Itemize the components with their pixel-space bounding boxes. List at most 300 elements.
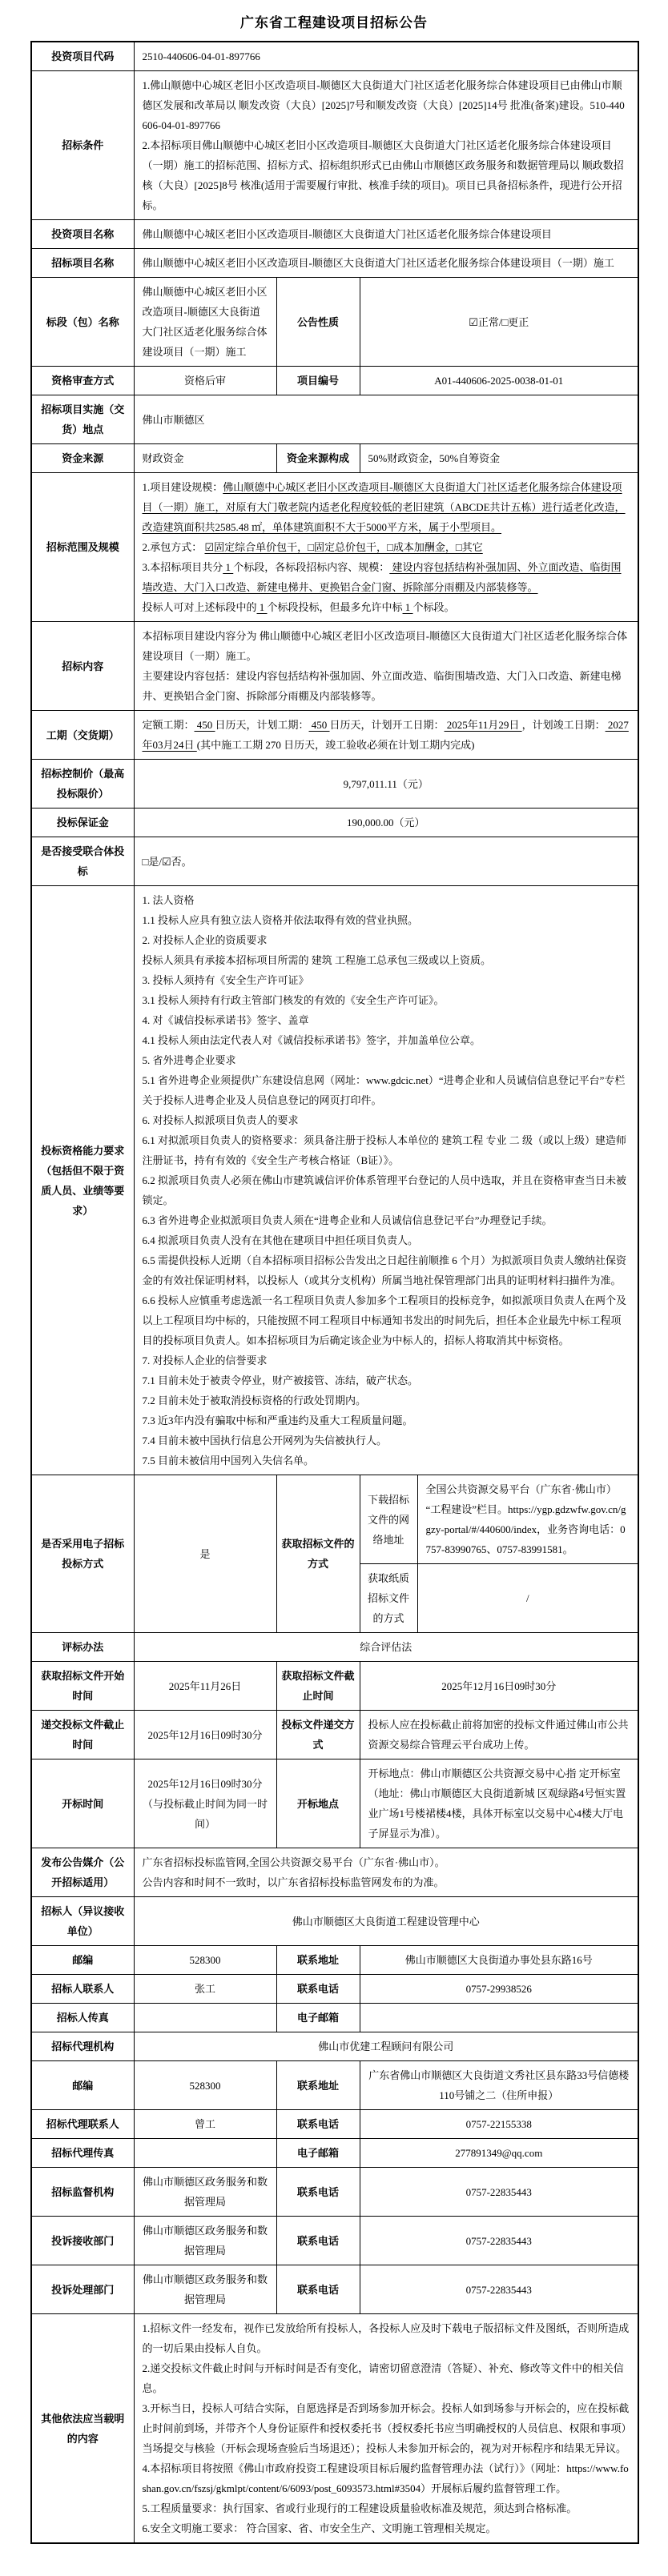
paragraph [143,1030,630,1050]
project-number-label [276,367,360,395]
table-row [31,760,638,809]
paragraph [143,1872,630,1892]
tenderer-postcode-label [31,1946,134,1975]
table-row [31,367,638,395]
paragraph [143,2008,268,2028]
paragraph [368,2008,630,2028]
text-segment: 4. 对《诚信投标承诺书》签字、盖章 [142,1014,309,1026]
text-segment: 4.1 投标人须由法定代表人对《诚信投标承诺书》签字，并加盖单位公章。 [142,1034,481,1046]
text-segment: 定额工期： [142,719,195,731]
paragraph [37,725,129,745]
text-segment: ，计划竣工日期： [521,719,606,731]
consortium-bidding-label [31,837,134,886]
text-segment: 3.开标当日，投标人可结合实际，自愿选择是否到场参加开标会。投标人如到场参与开标会的，应在投标截止时间前到场，并带齐个人身份证原件和授权委托书（授权委托书应当明确授权的人员信息、权限和事项）当场提交与核验（开标会现场查验后当场退还）；投标人未参加开标会的，视为对开标程序和结果无异议。 [142,2402,630,2454]
paragraph [143,2498,630,2518]
text-segment: 5.工程质量要求：执行国家、省或行业现行的工程建设质量验收标准及规范，须达到合格标准。 [142,2502,577,2514]
text-segment: 投标人须具有承接本招标项目所需的 建筑 工程施工总承包三级或以上资质。 [142,954,492,966]
paragraph [143,2076,268,2096]
paragraph [143,1950,268,1970]
text-segment: 招标代理传真 [51,2147,115,2159]
text-segment: 6.2 拟派项目负责人必须在佛山市建筑诚信评价体系管理平台登记的人员中选取，并且在资格审查当日未被锁定。 [142,1174,627,1206]
text-segment: 曾工 [194,2118,215,2130]
tenderer-postcode-value [134,1946,276,1975]
text-segment: 联系电话 [296,2234,339,2247]
text-segment: 电子邮箱 [296,2147,339,2159]
text-segment: 6.3 省外进粤企业拟派项目负责人须在“进粤企业和人员诚信信息登记平台”办理登记手续。 [142,1214,553,1226]
paragraph [143,990,630,1010]
text-segment: 450 [308,719,330,731]
announcement-media-label [31,1848,134,1897]
supervision-org-label [31,2168,134,2217]
paragraph [143,813,630,833]
paragraph [37,1141,129,1221]
bid-bond-label [31,809,134,837]
table-row [31,2004,638,2032]
agency-postcode-value [134,2061,276,2110]
text-segment: 主要建设内容包括：建设内容包括结构补强加固、外立面改造、临街围墙改造、大门入口改造、新建电梯井、更换铝合金门窗、拆除部分雨棚及内部装修等。 [142,670,622,702]
text-segment: 联系地址 [296,1954,339,1966]
text-segment: 投诉接收部门 [51,2234,115,2247]
text-segment: 投诉处理部门 [51,2283,115,2296]
text-segment: 450 [194,719,215,731]
text-segment: 联系电话 [296,2118,339,2130]
paragraph [282,1715,355,1755]
text-segment: 获取招标文件开始时间 [41,1670,125,1702]
table-row [31,473,638,622]
text-segment: 1.佛山顺德中心城区老旧小区改造项目-顺德区大良街道大门社区适老化服务综合体建设项目已由佛山市顺德区发展和改革局以 顺发改资（大良）[2025]7号和顺发改资（大良）[2025]14号 批准(备案)建设。510-440606-04-01-897766 [142,79,625,131]
paragraph [143,2518,630,2538]
paragraph [143,1210,630,1230]
paragraph [143,224,630,244]
table-row [31,1711,638,1759]
investment-project-name-value [134,220,638,249]
paragraph [37,253,129,273]
table-row [31,1759,638,1848]
paragraph [282,2231,355,2251]
table-row [31,2314,638,2544]
paragraph [143,2398,630,2458]
paragraph [143,477,630,537]
paragraph [37,448,129,468]
text-segment: 佛山市顺德区大良街道工程建设管理中心 [292,1915,480,1928]
paragraph [282,2280,355,2300]
table-row [31,2110,638,2139]
paragraph [282,371,355,391]
text-segment: 6. 对投标人拟派项目负责人的要求 [142,1114,299,1126]
text-segment: 招标代理联系人 [46,2118,119,2130]
text-segment: 0757-22155338 [465,2118,532,2130]
text-segment: 评标办法 [62,1641,104,1653]
text-segment: 公告内容和时间不一致时，以广东省招标投标监管网发布的为准。 [142,1876,445,1888]
table-row [31,2139,638,2168]
paragraph [37,2076,129,2096]
paragraph [37,1666,129,1706]
paragraph [37,1979,129,1999]
paragraph [143,371,268,391]
complaint-reception-phone-value [360,2217,638,2265]
text-segment: 招标代理机构 [51,2040,115,2052]
paragraph [37,537,129,557]
paragraph [143,1290,630,1350]
paragraph [282,1950,355,1970]
text-segment: 2025年11月26日 [168,1679,242,1692]
paragraph [143,1774,268,1834]
text-segment: 5. 省外进粤企业要求 [142,1054,236,1066]
paragraph [37,1534,129,1574]
table-row [31,42,638,71]
table-row [31,1662,638,1711]
text-segment: 佛山市顺德区大良街道办事处县东路16号 [404,1954,593,1966]
paragraph [143,46,630,66]
other-contents-value [134,2314,638,2544]
paragraph [143,1544,268,1564]
text-segment: 资金来源 [62,452,104,464]
tenderer-phone-label [276,1975,360,2004]
text-segment: 招标人联系人 [51,1983,115,1995]
tender-project-name-label [31,249,134,278]
text-segment: 6.5 需提供投标人近期（自本招标项目招标公告发出之日起往前顺推 6 个月）为拟派项目负责人缴纳社保资金的有效社保证明材料，以投标人（或其分支机构）所属当地社保管理部门出具的证明材料扫描件为准。 [142,1254,627,1286]
paragraph [37,656,129,676]
section-name-label [31,278,134,367]
agency-postcode-label [31,2061,134,2110]
paragraph [143,2458,630,2498]
qualification-review-label [31,367,134,395]
tenderer-fax-value [134,2004,276,2032]
table-row [31,1633,638,1662]
paragraph [368,371,630,391]
download-url-label [360,1475,417,1564]
paragraph [368,448,630,468]
text-segment: 本招标项目建设内容分为 佛山顺德中心城区老旧小区改造项目-顺德区大良街道大门社区适老化服务综合体建设项目（一期）施工。 [142,630,628,662]
text-segment: 1 [256,601,268,613]
agency-contact-label [31,2110,134,2139]
paragraph [143,715,630,755]
text-segment: 是否采用电子招标投标方式 [41,1538,125,1570]
text-segment: 4.本招标项目将按照《佛山市政府投资工程建设项目标后履约监督管理办法（试行）》（网址：https://www.foshan.gov.cn/fszsj/gkmlpt/content/6/6093/post_6093573.html#3504）开展标后履约监督管理工作。 [142,2462,629,2494]
complaint-handling-phone-value [360,2265,638,2314]
text-segment: 公告性质 [296,315,339,328]
text-segment: 联系电话 [296,2185,339,2198]
paragraph [368,1715,630,1755]
construction-period-value [134,711,638,760]
paragraph [143,2318,630,2358]
paragraph [364,1568,414,1628]
paragraph [368,2065,630,2105]
paragraph [282,2076,355,2096]
paragraph [282,1666,355,1706]
delivery-location-value [134,395,638,444]
investment-project-code-label [31,42,134,71]
page-title: 广东省工程建设项目招标公告 [240,15,428,30]
text-segment: 个标段投标，但最多允许中标 [267,601,403,613]
paragraph [37,135,129,155]
section-name-value [134,278,276,367]
announcement-nature-value [360,278,638,367]
paragraph [143,1451,630,1471]
announcement-table [30,41,639,2544]
paragraph [368,1950,630,1970]
table-row [31,837,638,886]
paragraph [37,813,129,833]
text-segment: 发布公告媒介（公开招标适用） [41,1856,125,1888]
paragraph [143,2221,268,2261]
paragraph [143,910,630,930]
bid-opening-time-value [134,1759,276,1848]
tenderer-label [31,1897,134,1946]
paragraph [282,1979,355,1999]
evaluation-method-label [31,1633,134,1662]
text-segment: 2025年12月16日09时30分 [147,1728,263,1741]
consortium-bidding-value [134,837,638,886]
price-ceiling-value [134,760,638,809]
text-segment: 财政资金 [142,452,184,464]
text-segment: 佛山市顺德区 [142,413,205,426]
text-segment: 2027年03月24日 [142,719,629,751]
tenderer-address-label [276,1946,360,1975]
tenderer-phone-value [360,1975,638,2004]
paragraph [368,1979,630,1999]
paragraph [143,852,630,872]
table-row [31,622,638,711]
text-segment: 下载招标文件的网络地址 [367,1493,409,1546]
text-segment: 标段（包）名称 [46,315,119,328]
table-row [31,1475,638,1564]
tenderer-contact-value [134,1975,276,2004]
table-row [31,2168,638,2217]
paragraph [282,1534,355,1574]
complaint-reception-phone-label [276,2217,360,2265]
paragraph [368,2231,630,2251]
tender-content-label [31,622,134,711]
paragraph [37,1950,129,1970]
paragraph [37,1901,129,1941]
investment-project-name-label [31,220,134,249]
text-segment: 资格审查方式 [51,375,115,387]
paragraph [143,666,630,706]
text-segment: 联系电话 [296,1983,339,1995]
text-segment: 6.6 投标人应慎重考虑选派一名工程项目负责人参加多个工程项目的投标竞争，如拟派项目负责人在两个及以上工程项目均中标的，只能按照不同工程项目中标通知书发出的时间先后，担任本企业最先中标工程项目的投标项目负责人。如本招标项目为后确定该企业为中标人的，招标人将取消其中标资格。 [142,1294,627,1346]
paper-doc-method-label [360,1564,417,1633]
doc-obtain-method-label [276,1475,360,1633]
supervision-phone-label [276,2168,360,2217]
paragraph [37,2008,129,2028]
fund-source-label [31,444,134,473]
complaint-handling-label [31,2265,134,2314]
paragraph [143,1637,630,1657]
text-segment: 招标内容 [62,660,104,672]
construction-period-label [31,711,134,760]
paragraph [143,557,630,597]
text-segment: 全国公共资源交易平台（广东省·佛山市）“工程建设”栏目。https://ygp.gdzwfw.gov.cn/ggzy-portal/#/440600/index，业务咨询电话：0757-83990765、0757-83991581。 [425,1483,626,1555]
paragraph [37,2114,129,2134]
paragraph [368,1676,630,1696]
agency-phone-label [276,2110,360,2139]
paragraph [143,1430,630,1451]
bidder-qualification-label [31,886,134,1475]
complaint-handling-phone-label [276,2265,360,2314]
text-segment: 5.1 省外进粤企业须提供广东建设信息网（网址：www.gdcic.net）“进粤企业和人员诚信信息登记平台”专栏关于投标人进粤企业及人员信息登记的网页打印件。 [142,1074,626,1106]
table-row [31,1975,638,2004]
text-segment: 1 [223,561,234,573]
bid-bond-value [134,809,638,837]
table-row [31,2032,638,2061]
paragraph [143,1410,630,1430]
text-segment: 招标人（异议接收单位） [41,1905,125,1937]
paragraph [143,2269,268,2309]
text-segment: 0757-29938526 [465,1983,532,1995]
text-segment: 7. 对投标人企业的信誉要求 [142,1354,268,1366]
text-segment: 6.安全文明施工要求： 符合国家、省、市安全生产、文明施工管理相关规定。 [142,2522,497,2534]
text-segment: ☑正常/□更正 [469,315,529,328]
text-segment: 广东省佛山市顺德区大良街道文秀社区县东路33号信德楼110号铺之二（住所申报） [368,2069,630,2101]
text-segment: 投资项目代码 [51,50,115,62]
text-segment: 开标地点：佛山市顺德区公共资源交易中心指 定开标室（地址：佛山市顺德区大良街道新城 区观绿路4号恒实置业广场1号楼裙楼4楼，具体开标室以交易中心4楼大厅电子屏显示为准）。 [368,1767,626,1840]
paragraph [143,135,630,215]
text-segment: 佛山顺德中心城区老旧小区改造项目-顺德区大良街道大门社区适老化服务综合体建设项目（一期）施工 [142,286,268,358]
supervision-phone-value [360,2168,638,2217]
paragraph [364,1490,414,1550]
delivery-location-label [31,395,134,444]
paragraph [143,1979,268,1999]
text-segment: 7.2 目前未处于被取消投标资格的行政处罚期内。 [142,1394,367,1406]
text-segment: 1.招标文件一经发布，视作已发放给所有投标人，各投标人应及时下载电子版招标文件及图纸，否则所造成的一切后果由投标人自负。 [142,2322,630,2354]
paragraph [143,1852,630,1872]
text-segment: 佛山市顺德区政务服务和数据管理局 [142,2273,268,2305]
tender-content-value [134,622,638,711]
paragraph [143,950,630,970]
agency-value [134,2032,638,2061]
text-segment: 张工 [194,1983,215,1995]
tenderer-fax-label [31,2004,134,2032]
text-segment: 528300 [189,1954,221,1966]
paragraph [282,2143,355,2163]
text-segment: 招标监督机构 [51,2185,115,2198]
table-row [31,444,638,473]
paragraph [282,2008,355,2028]
text-segment: 3. 投标人须持有《安全生产许可证》 [142,974,309,986]
text-segment: 招标项目名称 [51,257,115,269]
paragraph [37,371,129,391]
paragraph [143,1130,630,1170]
supervision-org-value [134,2168,276,2217]
table-row [31,2217,638,2265]
text-segment: A01-440606-2025-0038-01-01 [434,375,564,387]
agency-phone-value [360,2110,638,2139]
paragraph [143,2358,630,2398]
text-segment: 投标文件递交方式 [281,1719,355,1751]
paragraph [143,1050,630,1070]
bid-submission-deadline-label [31,1711,134,1759]
agency-fax-value [134,2139,276,2168]
text-segment: (其中施工工期 270 日历天，竣工验收必须在计划工期内完成) [196,739,475,751]
agency-fax-label [31,2139,134,2168]
text-segment: 项目编号 [296,375,339,387]
text-segment: 招标人传真 [56,2012,109,2024]
text-segment: 2025年12月16日09时30分（与投标截止时间为同一时间） [142,1777,268,1830]
text-segment: 2. 对投标人企业的资质要求 [142,934,268,946]
text-segment: 是否接受联合体投标 [41,845,125,877]
text-segment: 佛山市顺德区政务服务和数据管理局 [142,2176,268,2208]
paragraph [282,1794,355,1814]
complaint-reception-value [134,2217,276,2265]
text-segment: □是/☑否。 [142,855,192,868]
paragraph [37,764,129,804]
tenderer-value [134,1897,638,1946]
text-segment: 佛山顺德中心城区老旧小区改造项目-顺德区大良街道大门社区适老化服务综合体建设项目 [142,228,552,240]
text-segment: 佛山市顺德区政务服务和数据管理局 [142,2225,268,2257]
paragraph [37,2143,129,2163]
table-row [31,711,638,760]
tender-conditions-value [134,71,638,220]
paragraph [143,1676,268,1696]
text-segment: 获取招标文件的方式 [281,1538,355,1570]
text-segment: 获取招标文件截止时间 [281,1670,355,1702]
paragraph [143,597,630,617]
tender-scope-value [134,473,638,622]
tenderer-email-value [360,2004,638,2032]
paragraph [37,224,129,244]
paragraph [368,2280,630,2300]
table-row [31,2061,638,2110]
paragraph [143,1350,630,1370]
text-segment: 联系电话 [296,2283,339,2296]
text-segment: 投标人可对上述标段中的 [142,601,257,613]
submission-method-label [276,1711,360,1759]
announcement-table-body [31,42,638,2543]
text-segment: / [525,1592,529,1604]
paragraph [368,1763,630,1844]
bidder-qualification-value [134,886,638,1475]
investment-project-code-value [134,42,638,71]
text-segment: 7.4 目前未被中国执行信息公开网列为失信被执行人。 [142,1434,388,1446]
paragraph [37,2231,129,2251]
paragraph [143,1725,268,1745]
text-segment: 是 [199,1547,211,1560]
text-segment: 9,797,011.11（元） [343,777,429,790]
other-contents-label [31,2314,134,2544]
text-segment: 投标资格能力要求（包括但不限于资质人员、业绩等要求） [41,1144,125,1217]
text-segment: 邮编 [72,1954,94,1966]
text-segment: 6.4 拟派项目负责人没有在其他在建项目中担任项目负责人。 [142,1234,419,1246]
submission-method-value [360,1711,638,1759]
paper-doc-method-value [417,1564,638,1633]
text-segment: 3.本招标项目共分 [142,561,223,573]
paragraph [37,312,129,332]
text-segment: 190,000.00（元） [347,817,425,829]
paragraph [143,253,630,273]
text-segment: 开标时间 [62,1797,104,1810]
agency-email-label [276,2139,360,2168]
paragraph [143,1912,630,1932]
table-row [31,220,638,249]
agency-contact-value [134,2110,276,2139]
paragraph [37,1715,129,1755]
paragraph [143,282,268,362]
text-segment: 528300 [189,2079,221,2092]
paragraph [37,46,129,66]
paragraph [143,930,630,950]
text-segment: 1.项目建设规模： [142,481,223,493]
table-row [31,809,638,837]
announcement-media-value [134,1848,638,1897]
table-row [31,2265,638,2314]
text-segment: 邮编 [72,2079,94,2092]
tender-conditions-label [31,71,134,220]
paragraph [282,2182,355,2202]
table-row [31,886,638,1475]
text-segment: 2.本招标项目佛山顺德中心城区老旧小区改造项目-顺德区大良街道大门社区适老化服务综合体建设项目（一期）施工的招标范围、招标方式、招标组织形式已由佛山市顺德区政务服务和数据管理局以 顺政数招核（大良）[2025]8号 核准(适用于需要履行审批、核准手续的项目)。项目已具备招标条件，现进行公开招标。 [142,139,624,211]
paragraph [143,2172,268,2212]
